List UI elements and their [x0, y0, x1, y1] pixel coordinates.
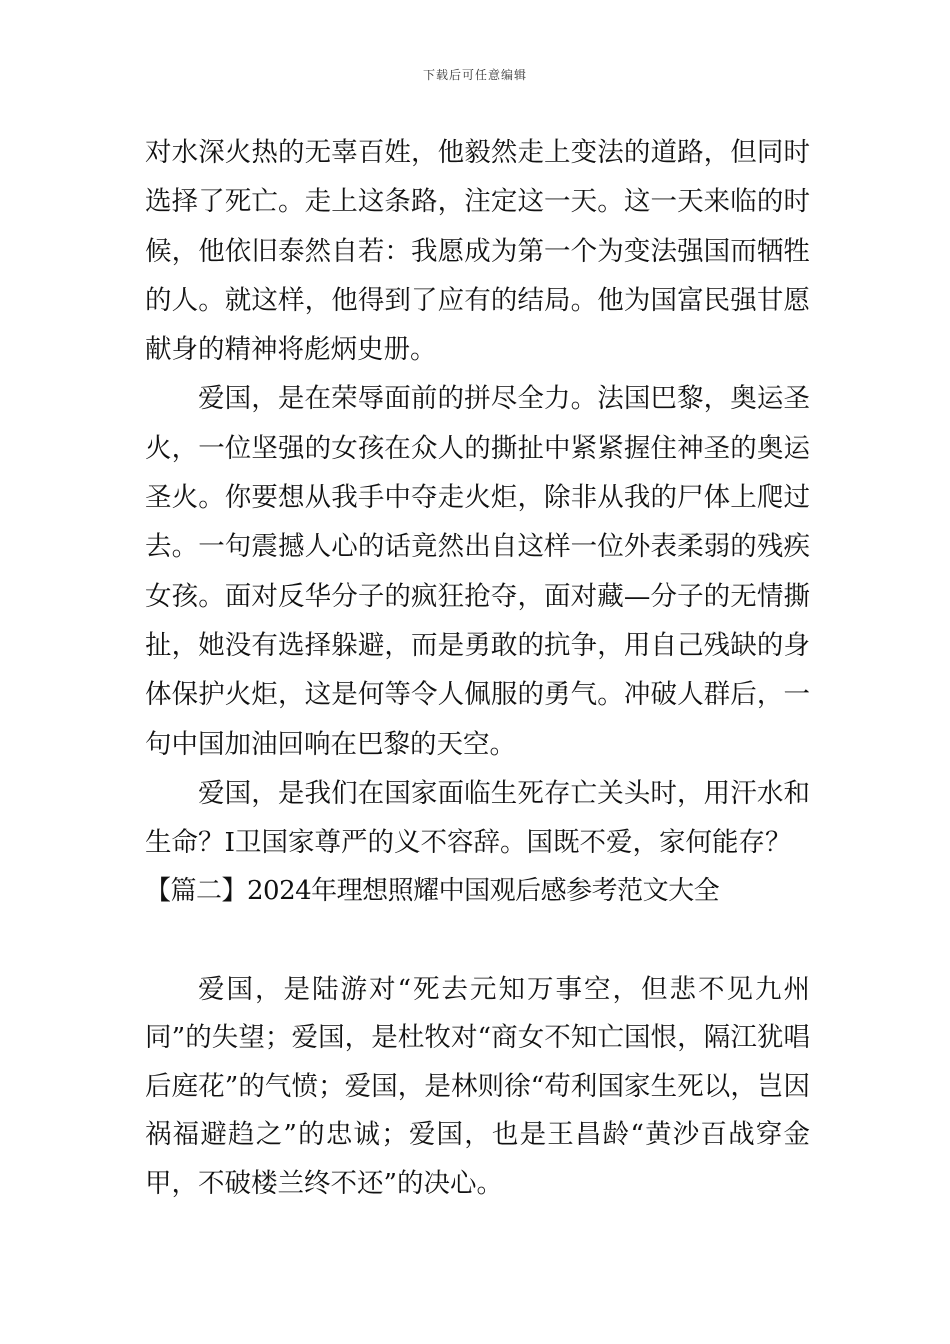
document-body — [145, 128, 810, 1208]
paragraph-poetry-patriotism: 爱国，是陆游对“死去元知万事空，但悲不见九州同”的失望；爱国，是杜牧对“商女不知亡国恨，隔江犹唱后庭花”的气愤；爱国，是林则徐“苟利国家生死以，岂因祸福避趋之”的忠诚；爱国，也是王昌龄“黄沙百战穿金甲，不破楼兰终不还”的决心。 — [145, 973, 810, 1199]
section-spacer — [145, 917, 810, 966]
page-header: 下载后可任意编辑 — [422, 68, 527, 82]
paragraph-olympic-torch: 爱国，是在荣辱面前的拼尽全力。法国巴黎，奥运圣火，一位坚强的女孩在众人的撕扯中紧紧握住神圣的奥运圣火。你要想从我手中夺走火炬，除非从我的尸体上爬过去。一句震撼人心的话竟然出自这样一位外表柔弱的残疾女孩。面对反华分子的疯狂抢夺，面对藏—分子的无情撕扯，她没有选择躲避，而是勇敢的抗争，用自己残缺的身体保护火炬，这是何等令人佩服的勇气。冲破人群后，一句中国加油回响在巴黎的天空。 — [145, 383, 810, 760]
section-heading: 【篇二】2024年理想照耀中国观后感参考范文大全 — [145, 876, 720, 907]
paragraph-continuation: 对水深火热的无辜百姓，他毅然走上变法的道路，但同时选择了死亡。走上这条路，注定这一天。这一天来临的时候，他依旧泰然自若：我愿成为第一个为变法强国而牺牲的人。就这样，他得到了应有的结局。他为国富民强甘愿献身的精神将彪炳史册。 — [145, 137, 810, 366]
paragraph-national-dignity: 爱国，是我们在国家面临生死存亡关头时，用汗水和生命？I卫国家尊严的义不容辞。国既不爱，家何能存？ — [145, 777, 810, 859]
